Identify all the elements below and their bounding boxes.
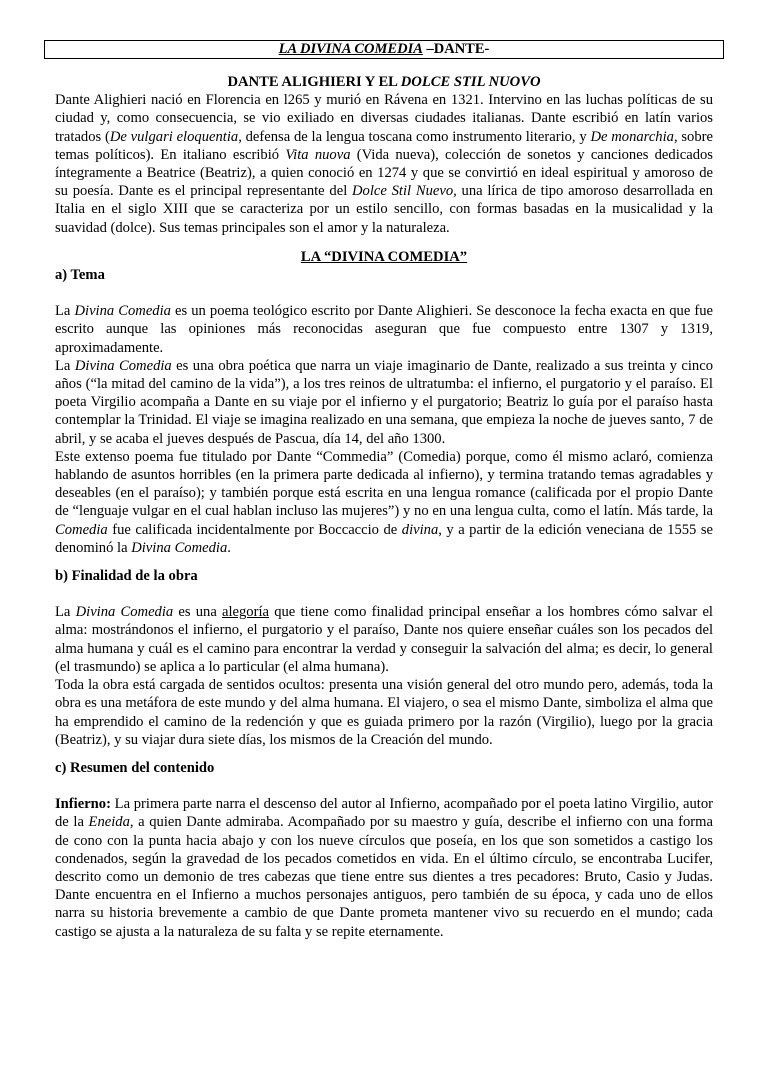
resumen-heading: c) Resumen del contenido bbox=[55, 759, 215, 776]
intro-italic: Vita nuova bbox=[285, 146, 351, 163]
underlined-term: alegoría bbox=[222, 604, 269, 621]
infierno-paragraph bbox=[55, 795, 713, 941]
tema-heading: a) Tema bbox=[55, 267, 105, 284]
author-heading bbox=[55, 73, 713, 91]
italic-text: Comedia bbox=[55, 521, 108, 538]
intro-text: Dante Alighieri nació en Florencia en l265 y murió en Rávena en 1321. Intervino en las luchas políticas de su ciudad y, como consecuencia, se vio exiliado en diversas ciudades italianas. Dante escribió en latín varios tratados ( bbox=[55, 92, 713, 145]
document-page bbox=[55, 40, 713, 941]
author-heading-italic: DOLCE STIL NUOVO bbox=[400, 74, 541, 90]
italic-text: Divina Comedia bbox=[74, 303, 171, 320]
intro-text: , defensa de la lengua toscana como instrumento literario, y bbox=[238, 128, 591, 145]
italic-text: divina bbox=[401, 521, 439, 538]
finalidad-heading: b) Finalidad de la obra bbox=[55, 568, 198, 585]
text: es una obra poética que narra un viaje imaginario de Dante, realizado a sus treinta y cinco años (“la mitad del camino de la vida”), a los tres reinos de ultratumba: el infierno, el purgatorio y el paraíso. El poeta Virgilio acompaña a Dante en su viaje por el infierno y el purgatorio; Beatriz lo guía por el paraíso hasta contemplar la Trinidad. El viaje se imagina realizado en una semana, que empieza la noche de jueves santo, 7 de abril, y se acaba el jueves después de Pascua, día 14, del año 1300. bbox=[55, 357, 713, 447]
infierno-label: Infierno: bbox=[55, 796, 111, 813]
section-title: LA “DIVINA COMEDIA” bbox=[300, 248, 468, 265]
intro-italic: De vulgari eloquentia bbox=[109, 128, 239, 145]
text: Este extenso poema fue titulado por Dante “Commedia” (Comedia) porque, como él mismo aclaró, comienza hablando de asuntos horribles (en la primera parte dedicada al infierno), y termina tratando temas agradables y deseables (en el paraíso); y también porque está escrita en una lengua romance (calificada por el propio Dante de “lenguaje vulgar en el cual hablan incluso las mujeres”) y no en una lengua culta, como el latín. Más tarde, la bbox=[55, 448, 713, 520]
italic-text: Divina Comedia bbox=[131, 539, 228, 556]
intro-text: una lírica de tipo amoroso desarrollada en Italia en el siglo XIII que se caracteriza por un estilo sencillo, con formas basadas en la musicalidad y la suavidad (dolce). Sus temas principales son el amor y la naturaleza. bbox=[55, 183, 713, 236]
text: , a quien Dante admiraba. Acompañado por su maestro y guía, describe el infierno con una forma de cono con la punta hacia abajo y con los nueve círculos que poseía, en los que son sometidos a castigo los condenados, según la gravedad de los pecados cometidos en vida. En el último círculo, se encontraba Lucifer, descrito como un demonio de tres cabezas que tiene entre sus dientes a tres pecadores: Bruto, Casio y Judas. Dante encuentra en el Infierno a muchos personajes antiguos, pero también de su época, y cada uno de ellos narra su historia brevemente a cambio de que Dante prometa mantener vivo su recuerdo en el mundo; cada castigo se ajusta a la naturaleza de su falta y se repite eternamente. bbox=[55, 814, 713, 940]
tema-paragraph-2 bbox=[55, 357, 713, 448]
intro-italic: Dolce Stil Nuevo, bbox=[352, 183, 457, 200]
finalidad-paragraph-1 bbox=[55, 603, 713, 676]
finalidad-paragraph-2: Toda la obra está cargada de sentidos ocultos: presenta una visión general del otro mundo pero, además, toda la obra es una metáfora de este mundo y del alma humana. El viajero, o sea el mismo Dante, simboliza el alma que ha emprendido el camino de la redención y que es guiada primero por la razón (Virgilio), luego por la gracia (Beatriz), y su viajar dura siete días, los mismos de la Creación del mundo. bbox=[55, 677, 713, 748]
text: fue calificada incidentalmente por Boccaccio de bbox=[107, 521, 402, 538]
tema-paragraph-3 bbox=[55, 448, 713, 557]
intro-text: (Vida nueva), colección de sonetos y canciones dedicados íntegramente a Beatrice (Beatriz), a quien conoció en 1274 y que se convirtió en ideal espiritual y amoroso de su poesía. Dante es el principal representante del bbox=[55, 146, 713, 200]
italic-text: Eneida bbox=[88, 814, 130, 831]
tema-paragraph-1 bbox=[55, 302, 713, 357]
intro-paragraph bbox=[55, 91, 713, 237]
italic-text: Divina Comedia bbox=[74, 357, 172, 374]
title-main: LA DIVINA COMEDIA bbox=[278, 41, 423, 57]
intro-text: , sobre temas políticos). En italiano escribió bbox=[55, 128, 713, 163]
text: La primera parte narra el descenso del autor al Infierno, acompañado por el poeta latino Virgilio, autor de la bbox=[55, 796, 713, 831]
italic-text: Divina Comedia bbox=[75, 604, 174, 621]
text: es un poema teológico escrito por Dante Alighieri. Se desconoce la fecha exacta en que fue escrito aunque las opiniones más reconocidas aseguran que fue compuesto entre 1307 y 1319, aproximadamente. bbox=[55, 303, 713, 356]
text: es una bbox=[173, 604, 222, 621]
text: , y a partir de la edición veneciana de 1555 se denominó la bbox=[55, 521, 714, 556]
text: que tiene como finalidad principal enseñar a los hombres cómo salvar el alma: mostrándonos el infierno, el purgatorio y el paraíso, Dante nos quiere enseñar cuáles son los pecados del alma humana y cuál es el camino para encontrar la verdad y conseguir la salvación del alma; es decir, lo general (el trasmundo) se aplica a lo particular (el alma humana). bbox=[55, 604, 713, 675]
title-author: –DANTE- bbox=[422, 41, 490, 57]
text: La bbox=[55, 303, 75, 320]
text: . bbox=[227, 539, 231, 556]
text: La bbox=[55, 357, 75, 374]
document-title bbox=[44, 40, 724, 59]
text: La bbox=[55, 604, 76, 621]
intro-italic: De monarchia bbox=[590, 128, 674, 145]
author-heading-text: DANTE ALIGHIERI Y EL bbox=[227, 74, 401, 90]
